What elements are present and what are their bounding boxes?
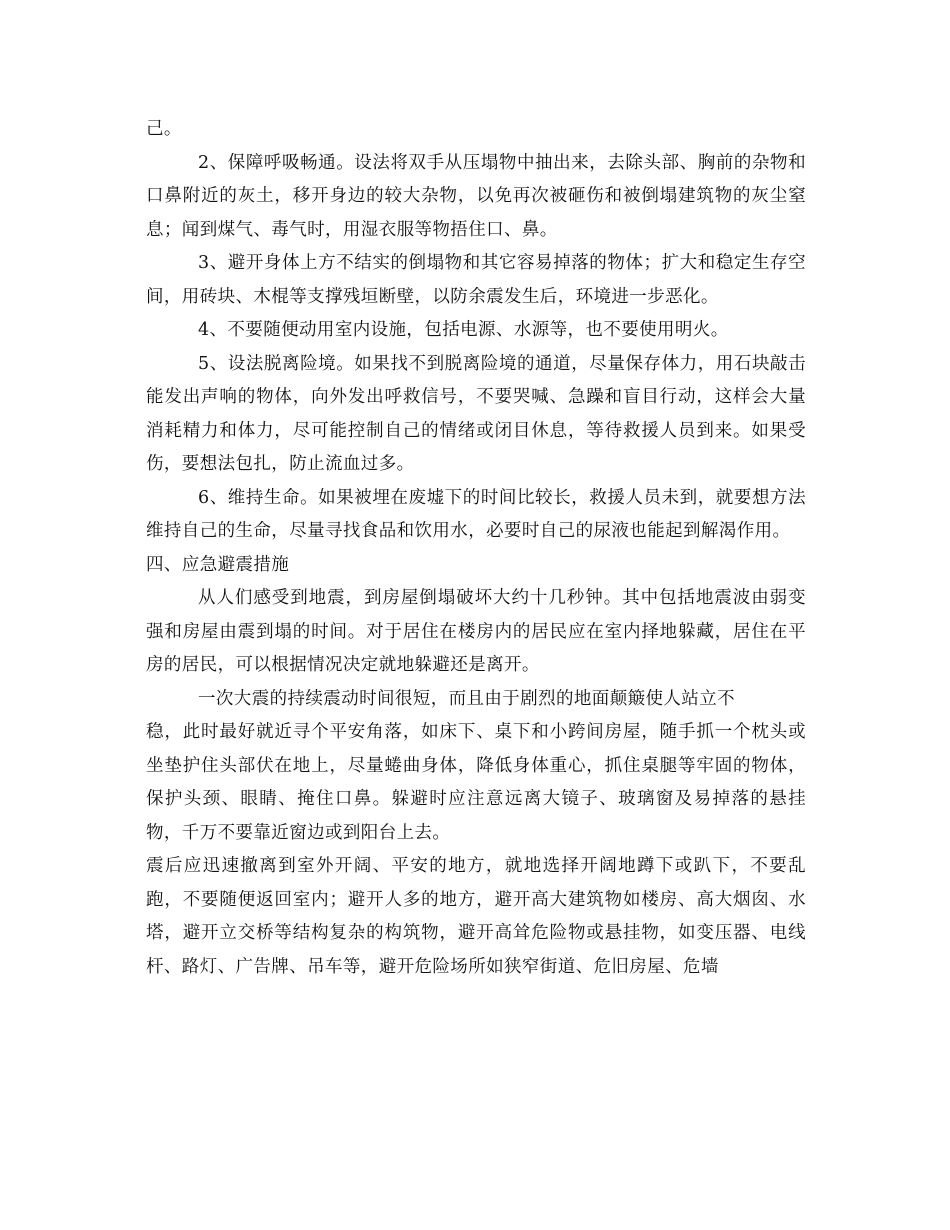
paragraph-item-3: 3、避开身体上方不结实的倒塌物和其它容易掉落的物体；扩大和稳定生存空间，用砖块、木棍等支撑残垣断壁，以防余震发生后，环境进一步恶化。 (146, 253, 806, 307)
paragraph-item-5: 5、设法脱离险境。如果找不到脱离险境的通道，尽量保存体力，用石块敲击能发出声响的物体，向外发出呼救信号，不要哭喊、急躁和盲目行动，这样会大量消耗精力和体力，尽可能控制自己的情绪或闭目休息，等待救援人员到来。如果受伤，要想法包扎，防止流血过多。 (146, 353, 806, 474)
paragraph-outdoor: 震后应迅速撤离到室外开阔、平安的地方，就地选择开阔地蹲下或趴下，不要乱跑，不要随便返回室内；避开人多的地方，避开高大建筑物如楼房、高大烟囱、水塔，避开立交桥等结构复杂的构筑物，避开高耸危险物或悬挂物，如变压器、电线杆、路灯、广告牌、吊车等，避开危险场所如狭窄街道、危旧房屋、危墙 (146, 856, 806, 977)
paragraph-continuation: 己。 (146, 119, 182, 139)
paragraph-item-6: 6、维持生命。如果被埋在废墟下的时间比较长，救援人员未到，就要想方法维持自己的生命，尽量寻找食品和饮用水，必要时自己的尿液也能起到解渴作用。 (146, 487, 806, 541)
section-heading: 四、应急避震措施 (146, 554, 290, 575)
paragraph-intro: 从人们感受到地震，到房屋倒塌破坏大约十几秒钟。其中包括地震波由弱变强和房屋由震到塌的时间。对于居住在楼房内的居民应在室内择地躲藏，居住在平房的居民，可以根据情况决定就地躲避还是离开。 (146, 588, 806, 675)
paragraph-item-2: 2、保障呼吸畅通。设法将双手从压塌物中抽出来，去除头部、胸前的杂物和口鼻附近的灰土，移开身边的较大杂物，以免再次被砸伤和被倒塌建筑物的灰尘窒息；闻到煤气、毒气时，用湿衣服等物捂住口、鼻。 (146, 152, 806, 240)
document-body (146, 113, 806, 984)
paragraph-item-4: 4、不要随便动用室内设施，包括电源、水源等，也不要使用明火。 (198, 320, 729, 340)
paragraph-indoor-rest: 稳，此时最好就近寻个平安角落，如床下、桌下和小跨间房屋，随手抓一个枕头或坐垫护住头部伏在地上，尽量蜷曲身体，降低身体重心，抓住桌腿等牢固的物体，保护头颈、眼睛、掩住口鼻。躲避时应注意远离大镜子、玻璃窗及易掉落的悬挂物，千万不要靠近窗边或到阳台上去。 (146, 722, 806, 843)
paragraph-indoor-line1: 一次大震的持续震动时间很短，而且由于剧烈的地面颠簸使人站立不 (198, 688, 735, 709)
